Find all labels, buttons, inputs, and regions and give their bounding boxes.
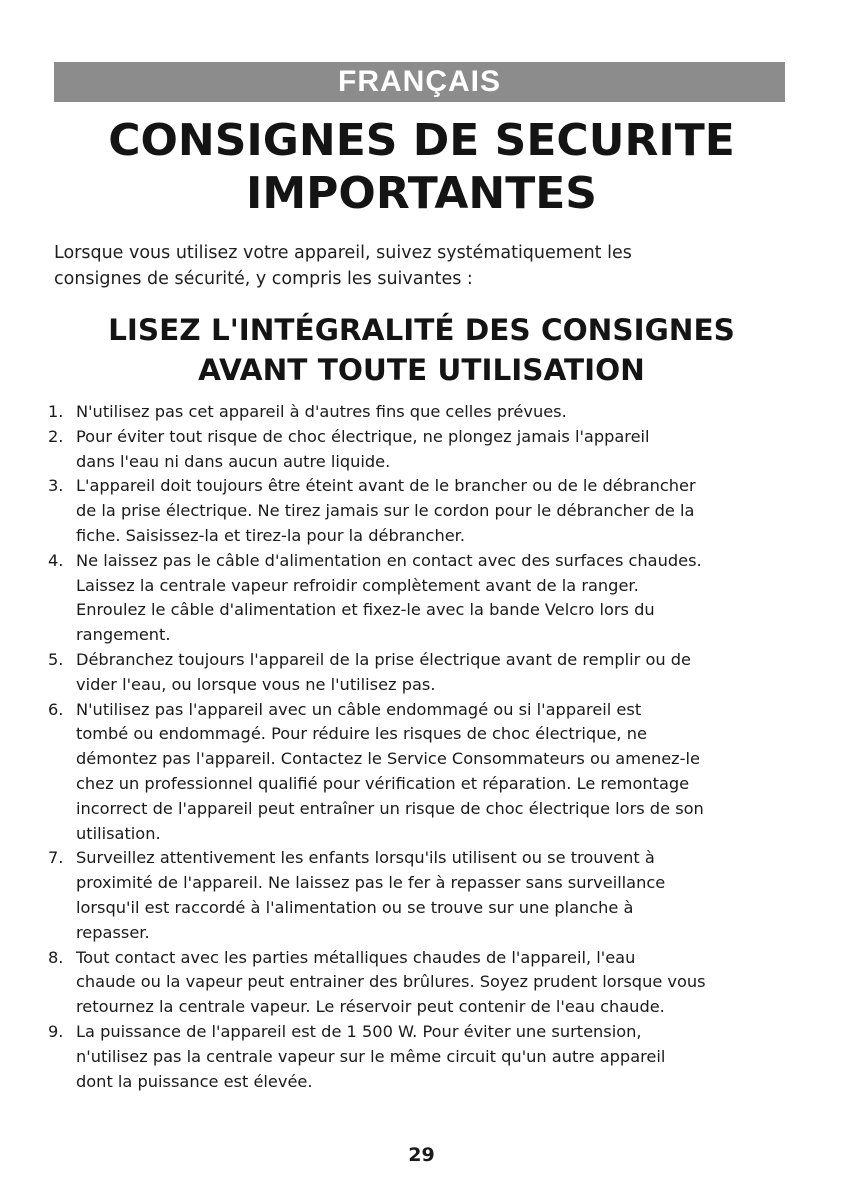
section-heading-line: LISEZ L'INTÉGRALITÉ DES CONSIGNES	[108, 313, 735, 347]
list-item-line: proximité de l'appareil. Ne laissez pas le fer à repasser sans surveillance	[76, 873, 666, 893]
list-item-line: chaude ou la vapeur peut entrainer des brûlures. Soyez prudent lorsque vous	[76, 972, 706, 992]
list-item	[48, 549, 798, 648]
list-item-line: dans l'eau ni dans aucun autre liquide.	[76, 451, 391, 471]
list-item-text	[76, 425, 798, 475]
list-item-number: 5.	[48, 649, 64, 669]
list-item-number: 8.	[48, 947, 64, 967]
list-item	[48, 846, 798, 945]
list-item-text	[76, 946, 798, 1020]
list-item-line: Tout contact avec les parties métalliques chaudes de l'appareil, l'eau	[76, 947, 636, 967]
list-item-line: Pour éviter tout risque de choc électrique, ne plongez jamais l'appareil	[76, 426, 650, 446]
list-item	[48, 946, 798, 1020]
page-number: 29	[408, 1144, 435, 1166]
list-item-number: 1.	[48, 402, 64, 421]
intro-line: Lorsque vous utilisez votre appareil, suivez systématiquement les	[54, 243, 632, 263]
list-item-text	[76, 846, 798, 945]
list-item-number: 2.	[48, 426, 64, 446]
list-item	[48, 425, 798, 475]
list-item-line: Débranchez toujours l'appareil de la prise électrique avant de remplir ou de	[76, 649, 691, 669]
list-item-text	[76, 400, 798, 425]
list-item-line: utilisation.	[76, 823, 161, 843]
list-item-line: de la prise électrique. Ne tirez jamais sur le cordon pour le débrancher de la	[76, 501, 695, 521]
list-item-line: démontez pas l'appareil. Contactez le Service Consommateurs ou amenez-le	[76, 749, 700, 769]
intro-line: consignes de sécurité, y compris les suivantes :	[54, 269, 473, 289]
list-item-line: n'utilisez pas la centrale vapeur sur le même circuit qu'un autre appareil	[76, 1046, 666, 1066]
page-title-line: CONSIGNES DE SECURITE	[108, 115, 735, 166]
list-item-number: 6.	[48, 699, 64, 719]
list-item-line: tombé ou endommagé. Pour réduire les risques de choc électrique, ne	[76, 724, 647, 744]
list-item-line: Laissez la centrale vapeur refroidir complètement avant de la ranger.	[76, 575, 639, 595]
list-item-text	[76, 1020, 798, 1094]
list-item-line: Surveillez attentivement les enfants lorsqu'ils utilisent ou se trouvent à	[76, 848, 655, 868]
list-item	[48, 698, 798, 847]
list-item	[48, 1020, 798, 1094]
safety-instructions-list	[48, 400, 798, 1094]
page-title-line: IMPORTANTES	[246, 168, 597, 219]
list-item-number: 7.	[48, 848, 64, 868]
list-item	[48, 400, 798, 425]
list-item-text	[76, 474, 798, 548]
list-item-line: lorsqu'il est raccordé à l'alimentation ou se trouve sur une planche à	[76, 897, 634, 917]
list-item-line: incorrect de l'appareil peut entraîner un risque de choc électrique lors de son	[76, 798, 704, 818]
list-item-line: retournez la centrale vapeur. Le réservoir peut contenir de l'eau chaude.	[76, 997, 665, 1017]
list-item-line: La puissance de l'appareil est de 1 500 W. Pour éviter une surtension,	[76, 1021, 642, 1041]
list-item-line: L'appareil doit toujours être éteint avant de le brancher ou de le débrancher	[76, 476, 696, 496]
language-banner	[54, 62, 785, 102]
list-item-line: dont la puissance est élevée.	[76, 1071, 313, 1091]
list-item-line: chez un professionnel qualifié pour vérification et réparation. Le remontage	[76, 773, 690, 793]
page-title	[0, 114, 843, 220]
list-item-line: N'utilisez pas cet appareil à d'autres fins que celles prévues.	[76, 402, 567, 421]
list-item-line: Ne laissez pas le câble d'alimentation en contact avec des surfaces chaudes.	[76, 550, 702, 570]
intro-paragraph	[54, 240, 794, 292]
list-item-number: 3.	[48, 476, 64, 496]
list-item-line: N'utilisez pas l'appareil avec un câble endommagé ou si l'appareil est	[76, 699, 642, 719]
list-item	[48, 648, 798, 698]
list-item-line: Enroulez le câble d'alimentation et fixez-le avec la bande Velcro lors du	[76, 600, 655, 620]
list-item-text	[76, 698, 798, 847]
list-item-line: fiche. Saisissez-la et tirez-la pour la débrancher.	[76, 525, 465, 545]
list-item-text	[76, 648, 798, 698]
list-item-number: 4.	[48, 550, 64, 570]
list-item-line: repasser.	[76, 922, 150, 942]
list-item-line: vider l'eau, ou lorsque vous ne l'utilisez pas.	[76, 674, 436, 694]
section-heading-line: AVANT TOUTE UTILISATION	[198, 353, 645, 387]
list-item-text	[76, 549, 798, 648]
list-item-number: 9.	[48, 1021, 64, 1041]
section-heading	[0, 310, 843, 390]
list-item-line: rangement.	[76, 625, 171, 645]
language-label: FRANÇAIS	[338, 65, 501, 98]
list-item	[48, 474, 798, 548]
